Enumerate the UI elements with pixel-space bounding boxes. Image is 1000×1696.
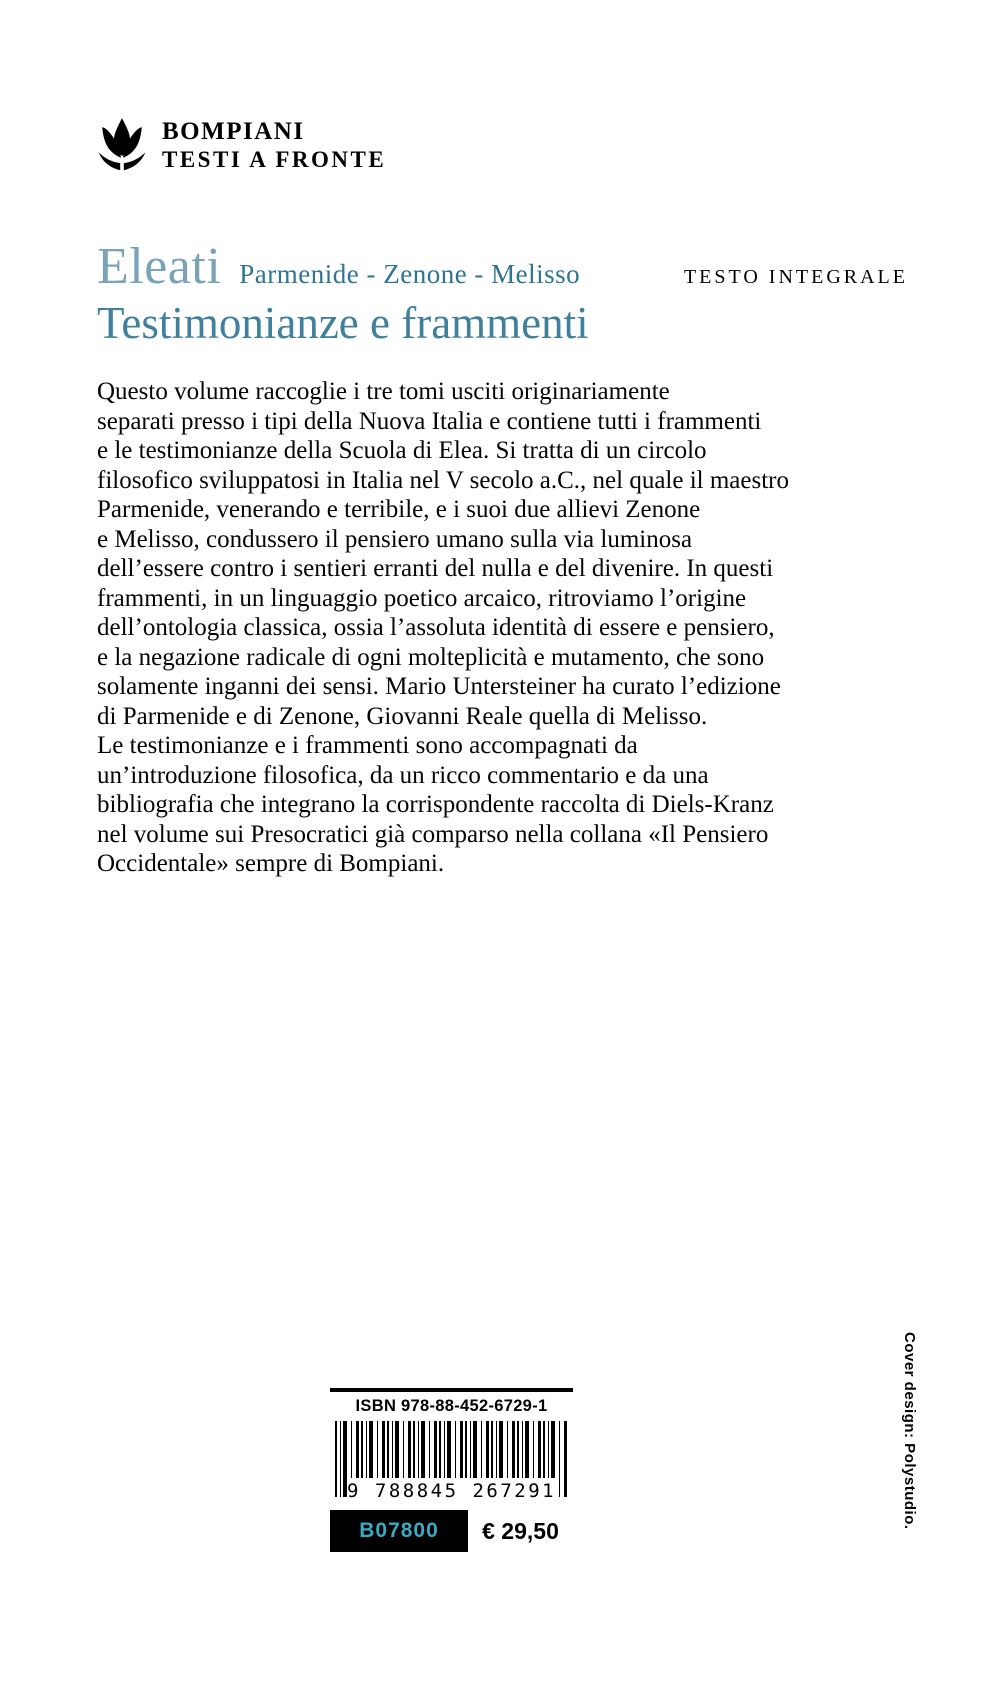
- body-text-line: di Parmenide e di Zenone, Giovanni Reale quella di Melisso.: [97, 702, 708, 730]
- bompiani-logo-icon: [95, 116, 149, 176]
- price-box: [468, 1510, 573, 1552]
- publisher-series: TESTI A FRONTE: [162, 147, 387, 172]
- body-text-line: e le testimonianze della Scuola di Elea. Si tratta di un circolo: [97, 437, 707, 464]
- body-text-line: dell’ontologia classica, ossia l’assoluta identità di essere e pensiero,: [97, 614, 775, 641]
- body-text-line: Parmenide, venerando e terribile, e i suoi due allievi Zenone: [97, 496, 701, 523]
- edition-badge: TESTO INTEGRALE: [683, 266, 908, 288]
- body-text-line: frammenti, in un linguaggio poetico arcaico, ritroviamo l’origine: [97, 584, 747, 612]
- product-code-box: [330, 1510, 468, 1552]
- body-text-line: e la negazione radicale di ogni molteplicità e mutamento, che sono: [97, 643, 765, 671]
- body-text-line: separati presso i tipi della Nuova Italia e contiene tutti i frammenti: [97, 407, 762, 435]
- publisher-brand: [95, 116, 386, 176]
- isbn-label: ISBN 978-88-452-6729-1: [355, 1397, 548, 1415]
- publisher-text: [162, 116, 386, 173]
- cover-design-credit: Cover design: Polystudio.: [901, 1332, 918, 1530]
- body-text-line: nel volume sui Presocratici già comparso nella collana «Il Pensiero: [97, 820, 769, 848]
- book-title: Eleati: [97, 238, 222, 295]
- body-text-line: solamente inganni dei sensi. Mario Untersteiner ha curato l’edizione: [97, 673, 781, 700]
- body-text-line: e Melisso, condussero il pensiero umano sulla via luminosa: [97, 525, 693, 553]
- price-strip: [330, 1510, 573, 1552]
- book-subtitle: Testimonianze e frammenti: [97, 298, 589, 348]
- barcode-block: [330, 1388, 573, 1552]
- body-text-line: filosofico sviluppatosi in Italia nel V secolo a.C., nel quale il maestro: [97, 466, 789, 494]
- body-text-line: un’introduzione filosofica, da un ricco commentario e da una: [97, 761, 709, 789]
- description-paragraph: [97, 377, 915, 879]
- body-text-line: Le testimonianze e i frammenti sono accompagnati da: [97, 732, 638, 759]
- product-code: B07800: [359, 1519, 439, 1542]
- barcode-number: 9 788845 267291: [347, 1480, 557, 1502]
- body-text-line: Occidentale» sempre di Bompiani.: [97, 850, 445, 877]
- body-text-line: dell’essere contro i sentieri erranti del nulla e del divenire. In questi: [97, 555, 774, 582]
- title-block: [97, 240, 908, 348]
- body-text-line: Questo volume raccoglie i tre tomi usciti originariamente: [97, 378, 670, 405]
- book-authors: Parmenide - Zenone - Melisso: [239, 259, 581, 289]
- price: € 29,50: [482, 1517, 559, 1544]
- publisher-name: BOMPIANI: [162, 118, 305, 145]
- body-text-line: bibliografia che integrano la corrispondente raccolta di Diels-Kranz: [97, 791, 774, 818]
- title-row: [97, 240, 908, 294]
